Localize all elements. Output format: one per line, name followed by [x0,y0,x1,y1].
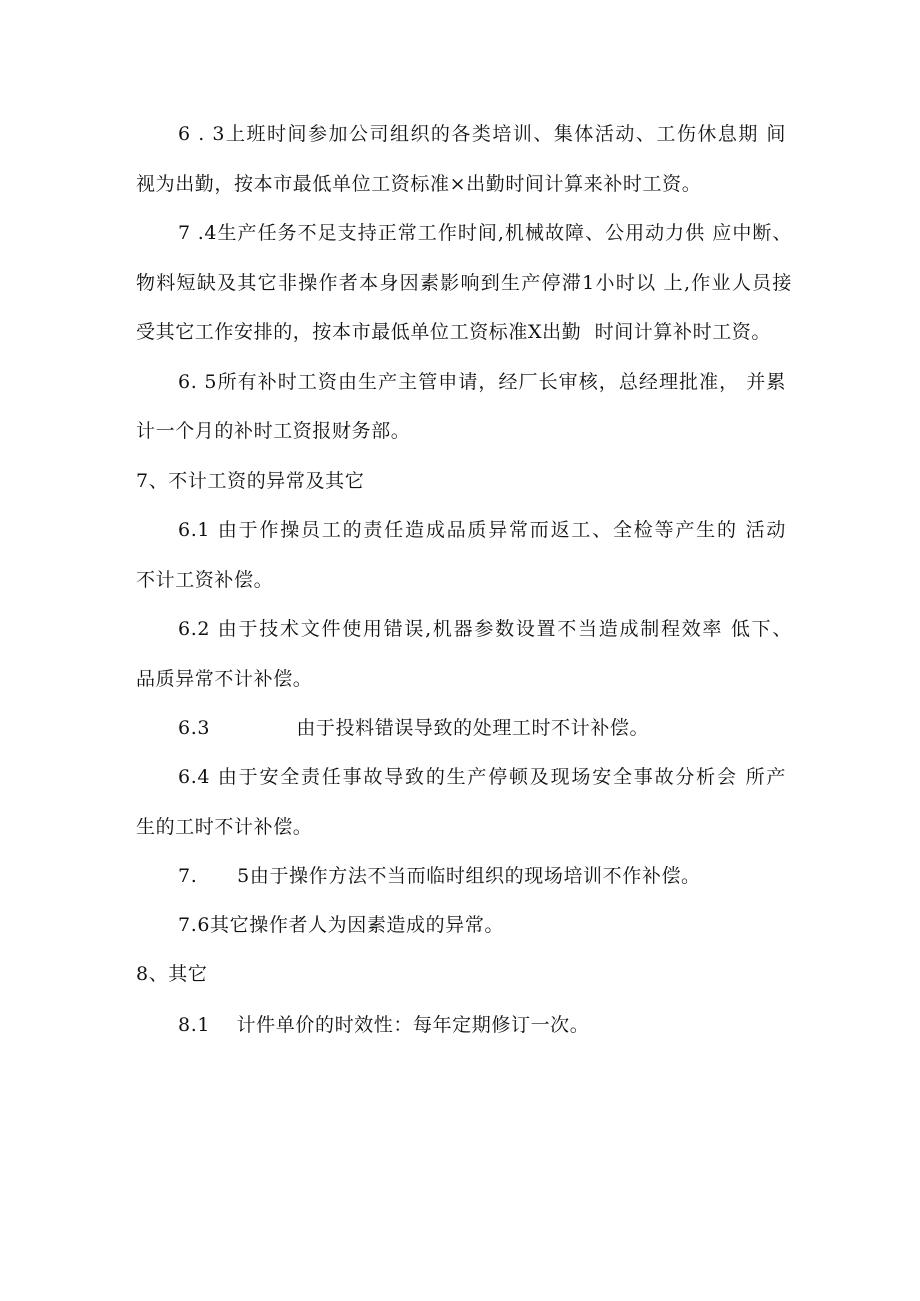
paragraph-7-4-line-1: 7 .4生产任务不足支持正常工作时间,机械故障、公用动力供 应中断、 [178,222,792,244]
paragraph-7-6: 7.6其它操作者人为因素造成的异常。 [178,914,505,936]
paragraph-6-2-line-1: 6.2 由于技术文件使用错误,机器参数设置不当造成制程效率 低下、 [178,618,792,640]
paragraph-7-4-line-3: 受其它工作安排的，按本市最低单位工资标准X出勤 时间计算补时工资。 [136,321,772,343]
paragraph-6-4-line-1: 6.4 由于安全责任事故导致的生产停顿及现场安全事故分析会 所产 [178,766,786,788]
paragraph-6-2-line-2: 品质异常不计补偿。 [136,668,313,690]
paragraph-6-4-line-2: 生的工时不计补偿。 [136,816,313,838]
section-7-heading: 7、不计工资的异常及其它 [136,470,365,492]
paragraph-6-5-line-2: 计一个月的补时工资报财务部。 [136,420,411,442]
paragraph-6-3-line-2: 视为出勤，按本市最低单位工资标准×出勤时间计算来补时工资。 [136,173,702,195]
section-8-heading: 8、其它 [136,963,208,985]
paragraph-8-1: 8.1 计件单价的时效性：每年定期修订一次。 [178,1014,590,1036]
paragraph-6-1-line-2: 不计工资补偿。 [136,569,274,591]
paragraph-6-1-line-1: 6.1 由于作操员工的责任造成品质异常而返工、全检等产生的 活动 [178,519,786,541]
paragraph-7-5: 7. 5由于操作方法不当而临时组织的现场培训不作补偿。 [178,865,701,887]
paragraph-6-3b: 6.3 由于投料错误导致的处理工时不计补偿。 [178,717,650,739]
paragraph-6-5-line-1: 6. 5所有补时工资由生产主管申请，经厂长审核，总经理批准， 并累 [178,371,786,393]
paragraph-6-3-line-1: 6 . 3上班时间参加公司组织的各类培训、集体活动、工伤休息期 间 [178,123,786,145]
paragraph-7-4-line-2: 物料短缺及其它非操作者本身因素影响到生产停滞1小时以 上,作业人员接 [136,272,792,294]
